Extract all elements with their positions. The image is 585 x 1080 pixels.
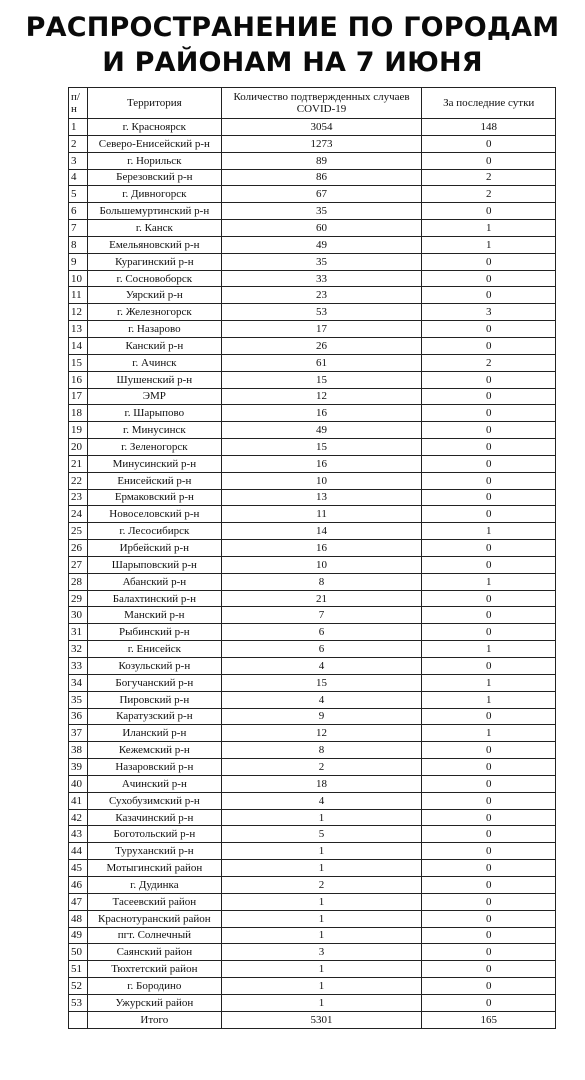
daily-cases: 0: [422, 321, 556, 338]
confirmed-cases: 1273: [221, 135, 422, 152]
territory-name: г. Сосновоборск: [88, 270, 222, 287]
confirmed-cases: 11: [221, 506, 422, 523]
territory-name: Уярский р-н: [88, 287, 222, 304]
row-number: 28: [69, 573, 88, 590]
confirmed-cases: 3054: [221, 119, 422, 136]
territory-name: Сухобузимский р-н: [88, 792, 222, 809]
table-row: [69, 169, 556, 186]
territory-name: Шушенский р-н: [88, 371, 222, 388]
table-row: [69, 337, 556, 354]
confirmed-cases: 4: [221, 691, 422, 708]
table-row: [69, 388, 556, 405]
daily-cases: 0: [422, 742, 556, 759]
title-line-1: РАСПРОСТРАНЕНИЕ ПО ГОРОДАМ: [25, 12, 560, 43]
daily-cases: 0: [422, 860, 556, 877]
row-number: 14: [69, 337, 88, 354]
table-row: [69, 371, 556, 388]
row-number: 2: [69, 135, 88, 152]
daily-cases: 0: [422, 843, 556, 860]
row-number: 5: [69, 186, 88, 203]
confirmed-cases: 35: [221, 253, 422, 270]
daily-cases: 0: [422, 893, 556, 910]
confirmed-cases: 1: [221, 978, 422, 995]
table-row: [69, 573, 556, 590]
row-number: 1: [69, 119, 88, 136]
confirmed-cases: 86: [221, 169, 422, 186]
daily-cases: 0: [422, 556, 556, 573]
daily-cases: 2: [422, 186, 556, 203]
territory-name: Иланский р-н: [88, 725, 222, 742]
territory-name: г. Дивногорск: [88, 186, 222, 203]
table-row: [69, 658, 556, 675]
table-row: [69, 826, 556, 843]
confirmed-cases: 14: [221, 523, 422, 540]
table-row: [69, 405, 556, 422]
confirmed-cases: 13: [221, 489, 422, 506]
confirmed-cases: 5: [221, 826, 422, 843]
table-row: [69, 893, 556, 910]
territory-name: г. Лесосибирск: [88, 523, 222, 540]
territory-name: Курагинский р-н: [88, 253, 222, 270]
table-row: [69, 624, 556, 641]
confirmed-cases: 1: [221, 860, 422, 877]
daily-cases: 0: [422, 876, 556, 893]
territory-name: г. Енисейск: [88, 641, 222, 658]
territory-name: Енисейский р-н: [88, 472, 222, 489]
table-row: [69, 860, 556, 877]
territory-name: г. Ачинск: [88, 354, 222, 371]
daily-cases: 0: [422, 944, 556, 961]
confirmed-cases: 1: [221, 927, 422, 944]
territory-name: Шарыповский р-н: [88, 556, 222, 573]
daily-cases: 0: [422, 388, 556, 405]
row-number: 16: [69, 371, 88, 388]
table-row: [69, 270, 556, 287]
table-row: [69, 439, 556, 456]
table-row: [69, 725, 556, 742]
territory-name: Тасеевский район: [88, 893, 222, 910]
daily-cases: 0: [422, 489, 556, 506]
table-row: [69, 556, 556, 573]
confirmed-cases: 53: [221, 304, 422, 321]
territory-name: г. Назарово: [88, 321, 222, 338]
table-row: [69, 994, 556, 1011]
total-cases: 5301: [221, 1011, 422, 1028]
confirmed-cases: 17: [221, 321, 422, 338]
daily-cases: 0: [422, 337, 556, 354]
row-number: 33: [69, 658, 88, 675]
row-number: 25: [69, 523, 88, 540]
table-row: [69, 927, 556, 944]
confirmed-cases: 15: [221, 371, 422, 388]
row-number: 4: [69, 169, 88, 186]
row-number: 23: [69, 489, 88, 506]
table-row: [69, 843, 556, 860]
daily-cases: 0: [422, 759, 556, 776]
confirmed-cases: 6: [221, 641, 422, 658]
row-number: 7: [69, 220, 88, 237]
confirmed-cases: 16: [221, 405, 422, 422]
row-number: 21: [69, 455, 88, 472]
territory-name: Боготольский р-н: [88, 826, 222, 843]
row-number: 11: [69, 287, 88, 304]
row-number: 35: [69, 691, 88, 708]
daily-cases: 0: [422, 775, 556, 792]
territory-name: Канский р-н: [88, 337, 222, 354]
territory-name: Тюхтетский район: [88, 961, 222, 978]
row-number: 40: [69, 775, 88, 792]
row-number: 29: [69, 590, 88, 607]
daily-cases: 1: [422, 725, 556, 742]
confirmed-cases: 1: [221, 809, 422, 826]
table-row: [69, 944, 556, 961]
territory-name: Ужурский район: [88, 994, 222, 1011]
territory-name: г. Красноярск: [88, 119, 222, 136]
territory-name: Саянский район: [88, 944, 222, 961]
page-title: [0, 10, 585, 80]
total-daily: 165: [422, 1011, 556, 1028]
table-row: [69, 961, 556, 978]
table-row: [69, 455, 556, 472]
confirmed-cases: 2: [221, 876, 422, 893]
table-row: [69, 321, 556, 338]
daily-cases: 0: [422, 607, 556, 624]
confirmed-cases: 35: [221, 203, 422, 220]
confirmed-cases: 4: [221, 658, 422, 675]
daily-cases: 0: [422, 978, 556, 995]
header-last-day: За последние сутки: [422, 88, 556, 119]
table-row: [69, 540, 556, 557]
confirmed-cases: 21: [221, 590, 422, 607]
row-number: 17: [69, 388, 88, 405]
row-number: 31: [69, 624, 88, 641]
table-row: [69, 472, 556, 489]
territory-name: Ирбейский р-н: [88, 540, 222, 557]
confirmed-cases: 16: [221, 540, 422, 557]
row-number: 44: [69, 843, 88, 860]
daily-cases: 0: [422, 708, 556, 725]
confirmed-cases: 18: [221, 775, 422, 792]
row-number: 32: [69, 641, 88, 658]
territory-name: Ермаковский р-н: [88, 489, 222, 506]
row-number: 30: [69, 607, 88, 624]
territory-name: г. Шарыпово: [88, 405, 222, 422]
table-row: [69, 354, 556, 371]
row-number: 39: [69, 759, 88, 776]
daily-cases: 0: [422, 910, 556, 927]
covid-cases-table: [68, 87, 556, 1029]
table-row: [69, 523, 556, 540]
table-row: [69, 607, 556, 624]
row-number: 3: [69, 152, 88, 169]
table-row: [69, 253, 556, 270]
confirmed-cases: 1: [221, 843, 422, 860]
daily-cases: 0: [422, 472, 556, 489]
territory-name: Кежемский р-н: [88, 742, 222, 759]
daily-cases: 0: [422, 422, 556, 439]
confirmed-cases: 8: [221, 742, 422, 759]
daily-cases: 0: [422, 253, 556, 270]
row-number: 37: [69, 725, 88, 742]
daily-cases: 0: [422, 994, 556, 1011]
territory-name: Козульский р-н: [88, 658, 222, 675]
daily-cases: 1: [422, 523, 556, 540]
daily-cases: 0: [422, 590, 556, 607]
row-number: 19: [69, 422, 88, 439]
table-row: [69, 691, 556, 708]
daily-cases: 1: [422, 691, 556, 708]
territory-name: Назаровский р-н: [88, 759, 222, 776]
row-number: 51: [69, 961, 88, 978]
table-row: [69, 287, 556, 304]
row-number: 36: [69, 708, 88, 725]
confirmed-cases: 89: [221, 152, 422, 169]
table-row: [69, 809, 556, 826]
territory-name: пгт. Солнечный: [88, 927, 222, 944]
table-row: [69, 876, 556, 893]
table-row: [69, 203, 556, 220]
territory-name: г. Бородино: [88, 978, 222, 995]
daily-cases: 0: [422, 203, 556, 220]
confirmed-cases: 9: [221, 708, 422, 725]
territory-name: Минусинский р-н: [88, 455, 222, 472]
daily-cases: 0: [422, 405, 556, 422]
row-number: 15: [69, 354, 88, 371]
daily-cases: 0: [422, 658, 556, 675]
daily-cases: 1: [422, 674, 556, 691]
confirmed-cases: 33: [221, 270, 422, 287]
row-number: 38: [69, 742, 88, 759]
header-number: п/н: [69, 88, 88, 119]
title-line-2: И РАЙОНАМ НА 7 ИЮНЯ: [102, 47, 483, 78]
daily-cases: 2: [422, 169, 556, 186]
confirmed-cases: 15: [221, 439, 422, 456]
row-number: 48: [69, 910, 88, 927]
daily-cases: 0: [422, 826, 556, 843]
header-territory: Территория: [88, 88, 222, 119]
confirmed-cases: 1: [221, 994, 422, 1011]
table-row: [69, 489, 556, 506]
confirmed-cases: 3: [221, 944, 422, 961]
row-number: 18: [69, 405, 88, 422]
row-number: 8: [69, 236, 88, 253]
row-number: 20: [69, 439, 88, 456]
confirmed-cases: 67: [221, 186, 422, 203]
table-row: [69, 641, 556, 658]
territory-name: Туруханский р-н: [88, 843, 222, 860]
row-number: 13: [69, 321, 88, 338]
territory-name: Ачинский р-н: [88, 775, 222, 792]
row-number: 52: [69, 978, 88, 995]
table-row: [69, 978, 556, 995]
confirmed-cases: 10: [221, 556, 422, 573]
territory-name: Богучанский р-н: [88, 674, 222, 691]
territory-name: Емельяновский р-н: [88, 236, 222, 253]
table-row: [69, 422, 556, 439]
table-row: [69, 119, 556, 136]
territory-name: Северо-Енисейский р-н: [88, 135, 222, 152]
table-row: [69, 742, 556, 759]
row-number: 46: [69, 876, 88, 893]
territory-name: Краснотуранский район: [88, 910, 222, 927]
row-number: 22: [69, 472, 88, 489]
confirmed-cases: 8: [221, 573, 422, 590]
row-number: 43: [69, 826, 88, 843]
confirmed-cases: 16: [221, 455, 422, 472]
table-row: [69, 759, 556, 776]
table-row: [69, 152, 556, 169]
table-row: [69, 304, 556, 321]
table-row: [69, 506, 556, 523]
table-row: [69, 135, 556, 152]
territory-name: г. Железногорск: [88, 304, 222, 321]
territory-name: г. Норильск: [88, 152, 222, 169]
confirmed-cases: 49: [221, 236, 422, 253]
daily-cases: 1: [422, 573, 556, 590]
row-number: 34: [69, 674, 88, 691]
row-number: 47: [69, 893, 88, 910]
territory-name: ЭМР: [88, 388, 222, 405]
territory-name: г. Канск: [88, 220, 222, 237]
daily-cases: 1: [422, 236, 556, 253]
table-header-row: [69, 88, 556, 119]
table-row: [69, 708, 556, 725]
territory-name: Пировский р-н: [88, 691, 222, 708]
row-number: 12: [69, 304, 88, 321]
daily-cases: 3: [422, 304, 556, 321]
territory-name: Новоселовский р-н: [88, 506, 222, 523]
total-number-cell: [69, 1011, 88, 1028]
confirmed-cases: 12: [221, 388, 422, 405]
confirmed-cases: 60: [221, 220, 422, 237]
confirmed-cases: 61: [221, 354, 422, 371]
territory-name: Абанский р-н: [88, 573, 222, 590]
daily-cases: 2: [422, 354, 556, 371]
territory-name: г. Зеленогорск: [88, 439, 222, 456]
confirmed-cases: 7: [221, 607, 422, 624]
table-row: [69, 590, 556, 607]
row-number: 26: [69, 540, 88, 557]
territory-name: Рыбинский р-н: [88, 624, 222, 641]
table-row: [69, 220, 556, 237]
daily-cases: 0: [422, 624, 556, 641]
daily-cases: 0: [422, 540, 556, 557]
confirmed-cases: 26: [221, 337, 422, 354]
confirmed-cases: 2: [221, 759, 422, 776]
row-number: 27: [69, 556, 88, 573]
territory-name: Каратузский р-н: [88, 708, 222, 725]
confirmed-cases: 1: [221, 961, 422, 978]
daily-cases: 0: [422, 287, 556, 304]
table-row: [69, 236, 556, 253]
table-row: [69, 674, 556, 691]
row-number: 53: [69, 994, 88, 1011]
daily-cases: 1: [422, 641, 556, 658]
confirmed-cases: 4: [221, 792, 422, 809]
daily-cases: 148: [422, 119, 556, 136]
confirmed-cases: 1: [221, 893, 422, 910]
territory-name: г. Дудинка: [88, 876, 222, 893]
territory-name: Мотыгинский район: [88, 860, 222, 877]
row-number: 9: [69, 253, 88, 270]
row-number: 6: [69, 203, 88, 220]
daily-cases: 0: [422, 455, 556, 472]
daily-cases: 0: [422, 270, 556, 287]
territory-name: Манский р-н: [88, 607, 222, 624]
confirmed-cases: 23: [221, 287, 422, 304]
daily-cases: 1: [422, 220, 556, 237]
confirmed-cases: 6: [221, 624, 422, 641]
confirmed-cases: 49: [221, 422, 422, 439]
row-number: 42: [69, 809, 88, 826]
confirmed-cases: 10: [221, 472, 422, 489]
territory-name: Казачинский р-н: [88, 809, 222, 826]
territory-name: Березовский р-н: [88, 169, 222, 186]
table-row: [69, 910, 556, 927]
row-number: 49: [69, 927, 88, 944]
daily-cases: 0: [422, 961, 556, 978]
daily-cases: 0: [422, 792, 556, 809]
row-number: 24: [69, 506, 88, 523]
daily-cases: 0: [422, 152, 556, 169]
daily-cases: 0: [422, 927, 556, 944]
table-total-row: [69, 1011, 556, 1028]
daily-cases: 0: [422, 135, 556, 152]
daily-cases: 0: [422, 809, 556, 826]
row-number: 41: [69, 792, 88, 809]
row-number: 45: [69, 860, 88, 877]
territory-name: Большемуртинский р-н: [88, 203, 222, 220]
territory-name: г. Минусинск: [88, 422, 222, 439]
confirmed-cases: 1: [221, 910, 422, 927]
total-label: Итого: [88, 1011, 222, 1028]
table-row: [69, 792, 556, 809]
daily-cases: 0: [422, 439, 556, 456]
daily-cases: 0: [422, 371, 556, 388]
table-row: [69, 775, 556, 792]
confirmed-cases: 15: [221, 674, 422, 691]
daily-cases: 0: [422, 506, 556, 523]
row-number: 10: [69, 270, 88, 287]
table-row: [69, 186, 556, 203]
confirmed-cases: 12: [221, 725, 422, 742]
header-confirmed-cases: Количество подтвержденных случаев COVID-19: [221, 88, 422, 119]
territory-name: Балахтинский р-н: [88, 590, 222, 607]
row-number: 50: [69, 944, 88, 961]
